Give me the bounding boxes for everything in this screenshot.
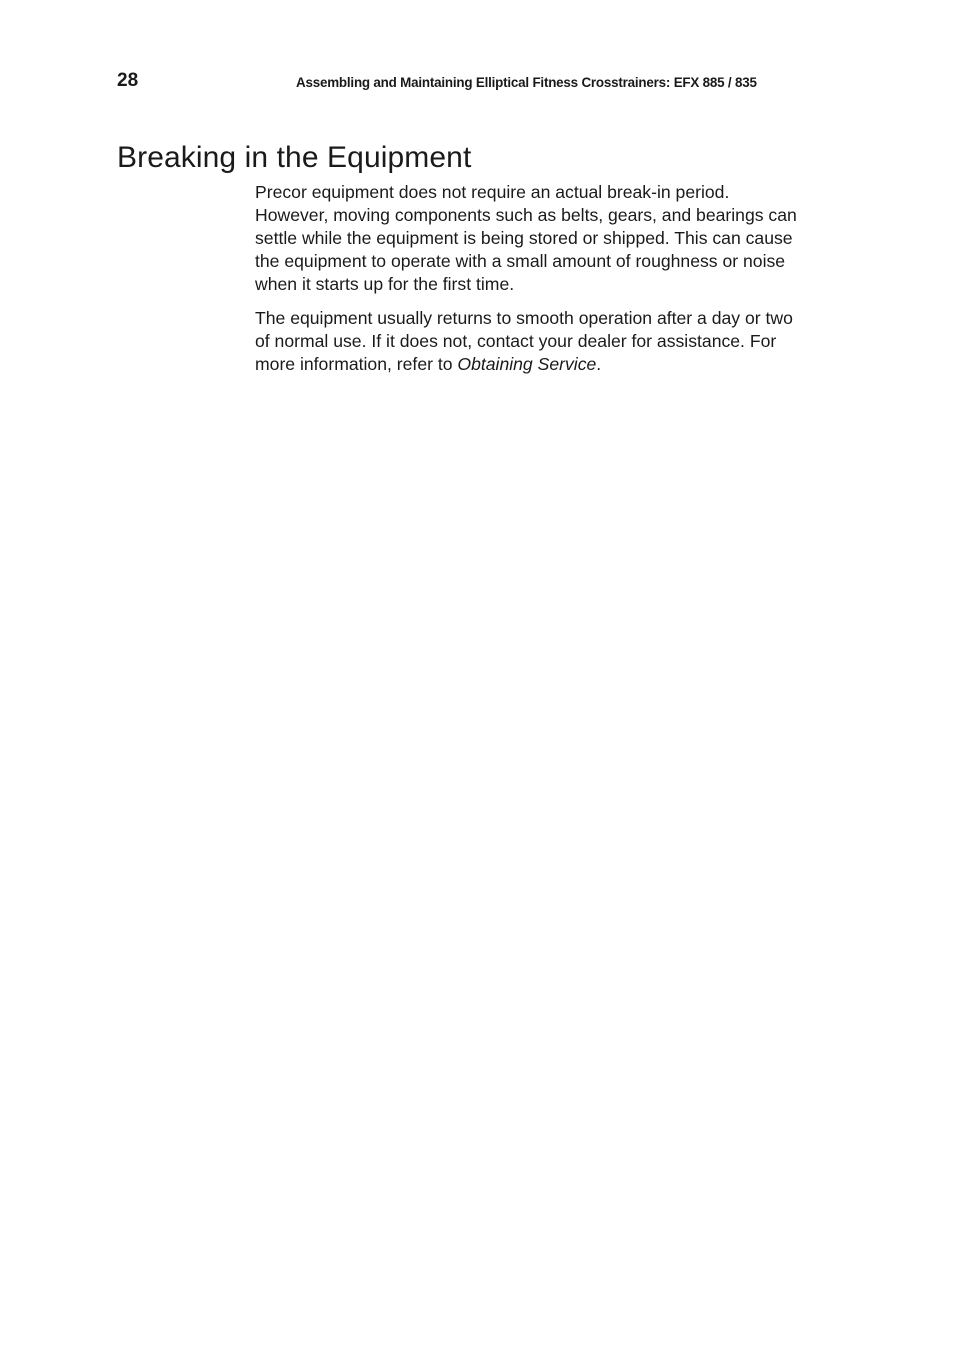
running-header: Assembling and Maintaining Elliptical Fitness Crosstrainers: EFX 885 / 835	[296, 75, 757, 90]
page-number: 28	[117, 70, 139, 91]
paragraph-smooth-operation	[255, 307, 800, 376]
paragraph-text: The equipment usually returns to smooth operation after a day or two of normal use. If it does not, contact your dealer for assistance. For more information, refer to	[255, 308, 793, 374]
reference-obtaining-service: Obtaining Service	[457, 354, 597, 374]
section-title: Breaking in the Equipment	[117, 141, 472, 174]
paragraph-break-in: Precor equipment does not require an actual break-in period. However, moving components such as belts, gears, and bearings can settle while the equipment is being stored or shipped. This can cause the equipment to operate with a small amount of roughness or noise when it starts up for the first time.	[255, 182, 797, 294]
paragraph-end: .	[596, 354, 602, 374]
section-body	[255, 181, 800, 387]
